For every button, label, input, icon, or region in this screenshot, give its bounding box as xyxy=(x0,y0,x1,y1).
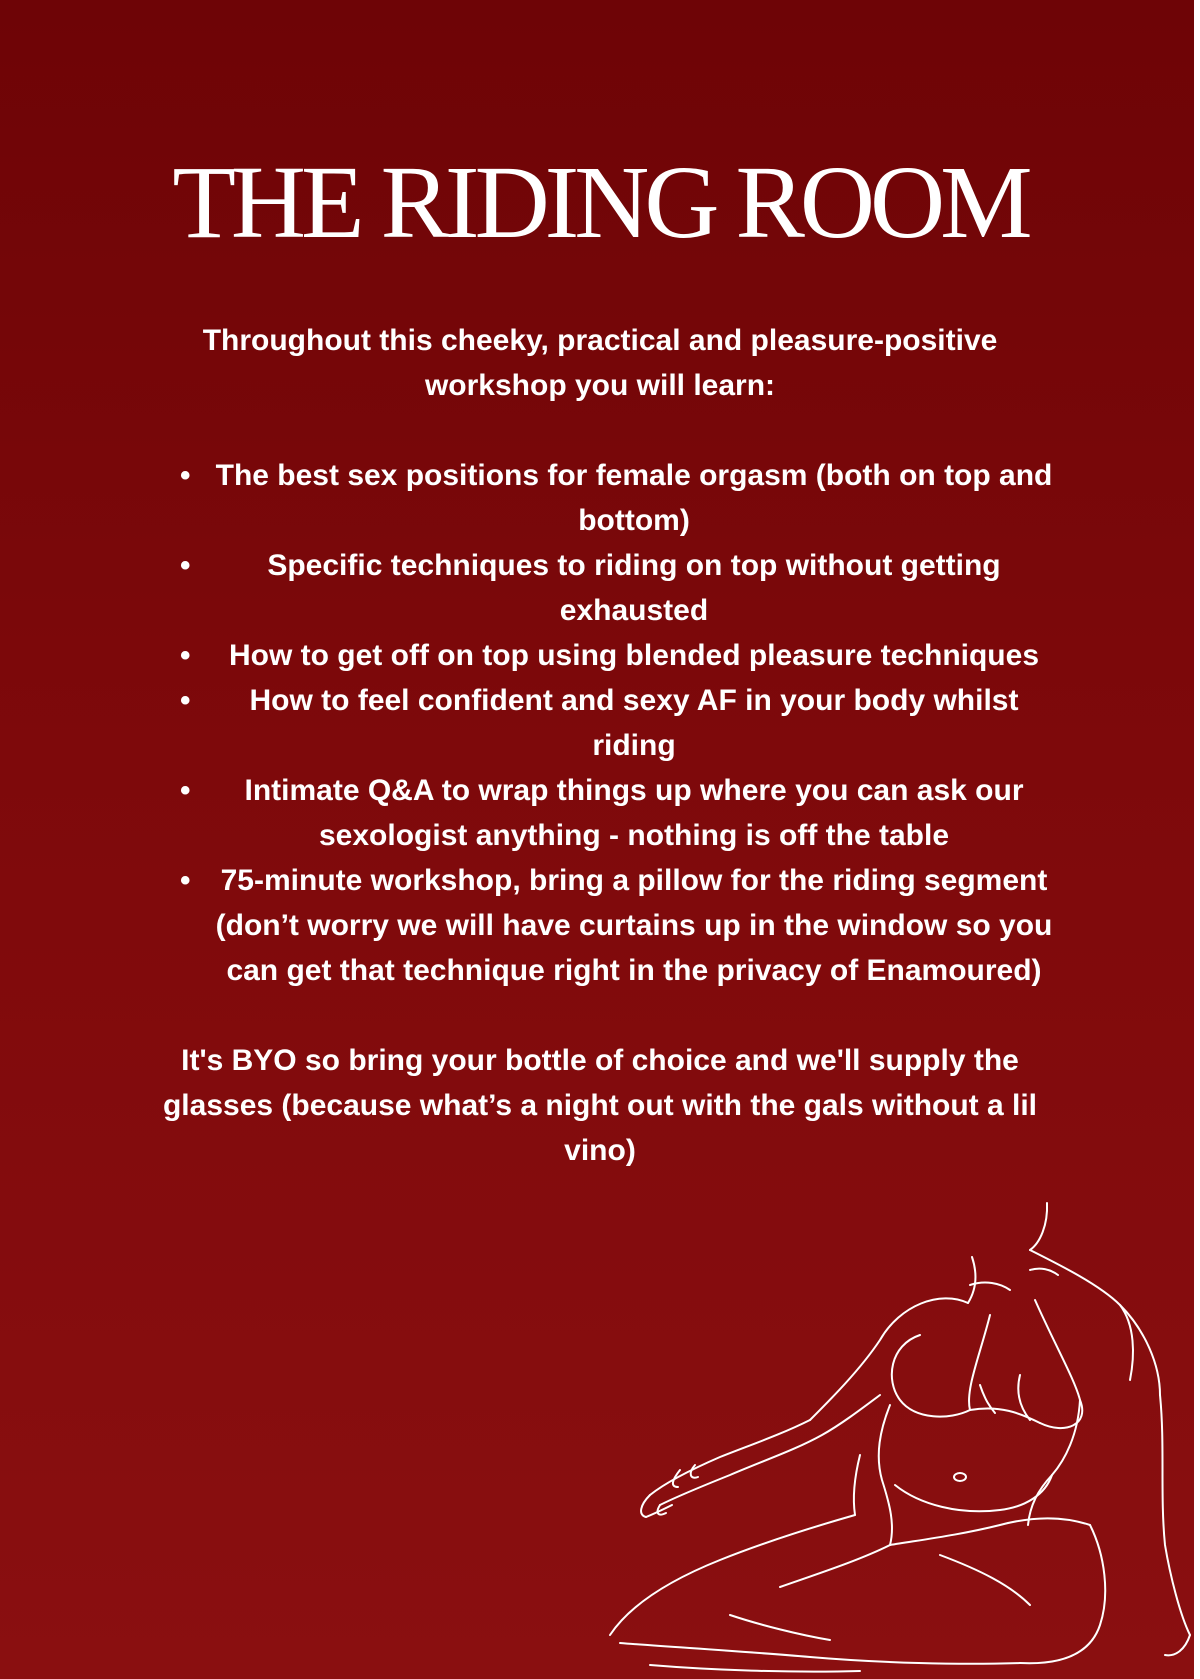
list-item-text: 75-minute workshop, bring a pillow for the riding segment (don’t worry we will have curtains up in the window so you can get that technique right in the privacy of Enamoured) xyxy=(215,864,1053,987)
byo-note: It's BYO so bring your bottle of choice and we'll supply the glasses (because what’s a night out with the gals without a lil vino) xyxy=(162,1044,1038,1167)
bullet-icon: • xyxy=(180,459,191,492)
bullet-icon: • xyxy=(180,549,191,582)
bullet-icon: • xyxy=(180,864,191,897)
list-item-text: How to feel confident and sexy AF in your body whilst riding xyxy=(249,684,1019,762)
list-item xyxy=(140,678,1060,768)
bullet-icon: • xyxy=(180,774,191,807)
list-item xyxy=(140,633,1060,678)
learning-list xyxy=(140,453,1060,993)
main-content xyxy=(140,318,1060,1173)
list-item-text: How to get off on top using blended pleasure techniques xyxy=(228,639,1039,672)
list-item xyxy=(140,543,1060,633)
intro-text: Throughout this cheeky, practical and pleasure-positive workshop you will learn: xyxy=(202,324,998,402)
list-item-text: Intimate Q&A to wrap things up where you can ask our sexologist anything - nothing is off the table xyxy=(244,774,1024,852)
list-item xyxy=(140,768,1060,858)
bullet-icon: • xyxy=(180,639,191,672)
list-item xyxy=(140,858,1060,993)
list-item-text: Specific techniques to riding on top without getting exhausted xyxy=(267,549,1001,627)
reclining-woman-illustration xyxy=(560,1195,1200,1679)
list-item-text: The best sex positions for female orgasm (both on top and bottom) xyxy=(215,459,1053,537)
list-item xyxy=(140,453,1060,543)
bullet-icon: • xyxy=(180,684,191,717)
page-title: THE RIDING ROOM xyxy=(172,145,1028,260)
